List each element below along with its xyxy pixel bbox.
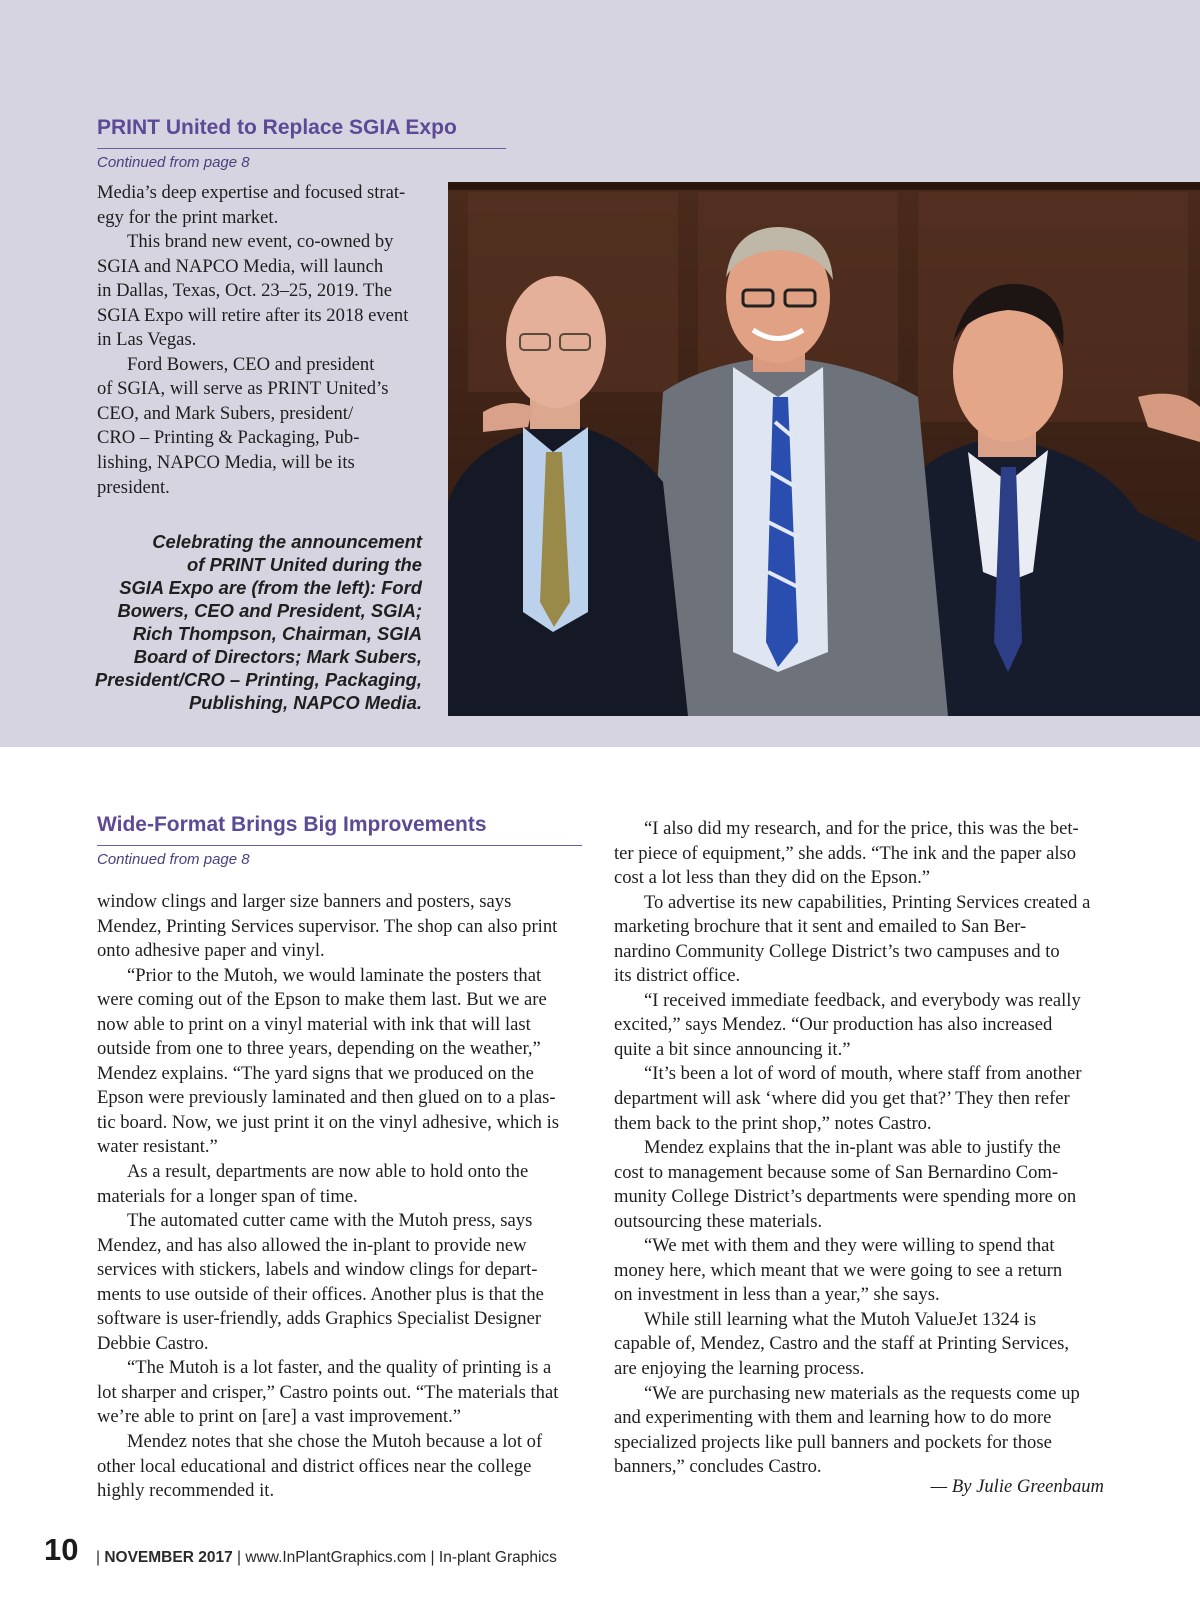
body-line: lot sharper and crisper,” Castro points out. “The materials that xyxy=(97,1381,559,1403)
caption-line: Rich Thompson, Chairman, SGIA xyxy=(132,623,422,644)
body-line: ter piece of equipment,” she adds. “The ink and the paper also xyxy=(614,842,1077,864)
body-line: The automated cutter came with the Mutoh press, says xyxy=(127,1210,533,1232)
caption-line: Bowers, CEO and President, SGIA; xyxy=(117,600,422,621)
body-line: “Prior to the Mutoh, we would laminate the posters that xyxy=(127,964,542,986)
body-line: lishing, NAPCO Media, will be its xyxy=(97,452,355,474)
body-line: were coming out of the Epson to make them last. But we are xyxy=(97,989,547,1011)
caption-line: Publishing, NAPCO Media. xyxy=(189,692,422,713)
website-link[interactable]: www.InPlantGraphics.com xyxy=(245,1549,427,1566)
caption-line: SGIA Expo are (from the left): Ford xyxy=(119,577,422,598)
body-line: As a result, departments are now able to hold onto the xyxy=(127,1161,529,1183)
body-line: marketing brochure that it sent and emailed to San Ber- xyxy=(614,916,1027,938)
body-line: tic board. Now, we just print it on the vinyl adhesive, which is xyxy=(97,1111,560,1133)
body-line: president. xyxy=(97,476,170,498)
body-line: Mendez explains. “The yard signs that we produced on the xyxy=(97,1062,534,1084)
body-line: now able to print on a vinyl material with ink that will last xyxy=(97,1013,531,1035)
caption-line: Board of Directors; Mark Subers, xyxy=(133,646,422,667)
body-line: outside from one to three years, depending on the weather,” xyxy=(97,1038,541,1060)
body-line: Ford Bowers, CEO and president xyxy=(127,353,375,375)
body-line: banners,” concludes Castro. xyxy=(614,1456,822,1478)
body-line: “We are purchasing new materials as the requests come up xyxy=(644,1382,1080,1404)
body-line: To advertise its new capabilities, Printing Services created a xyxy=(644,891,1091,913)
article-1-body xyxy=(97,181,432,500)
body-line: nardino Community College District’s two campuses and to xyxy=(614,940,1060,962)
publication-name: In-plant Graphics xyxy=(438,1549,557,1566)
body-line: Media’s deep expertise and focused strat- xyxy=(97,182,406,203)
body-line: Mendez, and has also allowed the in-plant to provide new xyxy=(97,1234,527,1256)
body-line: capable of, Mendez, Castro and the staff at Printing Services, xyxy=(614,1333,1070,1355)
body-line: This brand new event, co-owned by xyxy=(127,231,394,253)
byline: — By Julie Greenbaum xyxy=(930,1476,1104,1497)
body-line: materials for a longer span of time. xyxy=(97,1185,358,1207)
article-2-left-column xyxy=(97,890,592,1504)
body-line: ments to use outside of their offices. Another plus is that the xyxy=(97,1283,544,1305)
footer-separator: | xyxy=(96,1549,105,1566)
body-line: egy for the print market. xyxy=(97,206,279,228)
caption-line: Celebrating the announcement xyxy=(152,531,422,552)
body-line: highly recommended it. xyxy=(97,1480,275,1502)
body-line: SGIA Expo will retire after its 2018 event xyxy=(97,304,409,326)
body-line: “I received immediate feedback, and everybody was really xyxy=(644,989,1081,1011)
footer-separator: | xyxy=(426,1549,439,1566)
body-line: munity College District’s departments were spending more on xyxy=(614,1186,1077,1208)
body-line: “It’s been a lot of word of mouth, where staff from another xyxy=(644,1063,1082,1085)
body-line: we’re able to print on [are] a vast improvement.” xyxy=(97,1406,461,1428)
body-line: money here, which meant that we were going to see a return xyxy=(614,1259,1063,1281)
article-2-continued-note: Continued from page 8 xyxy=(97,851,250,868)
body-line: its district office. xyxy=(614,965,741,987)
body-line: other local educational and district offices near the college xyxy=(97,1455,532,1477)
article-2-heading: Wide-Format Brings Big Improvements xyxy=(97,813,487,836)
photo-caption xyxy=(88,530,422,714)
caption-line: of PRINT United during the xyxy=(187,554,422,575)
group-photo xyxy=(448,182,1200,716)
body-line: specialized projects like pull banners and pockets for those xyxy=(614,1431,1052,1453)
body-line: services with stickers, labels and window clings for depart- xyxy=(97,1259,538,1281)
body-line: are enjoying the learning process. xyxy=(614,1358,865,1380)
body-line: window clings and larger size banners and posters, says xyxy=(97,891,512,912)
body-line: on investment in less than a year,” she says. xyxy=(614,1284,940,1306)
body-line: cost to management because some of San Bernardino Com- xyxy=(614,1161,1059,1183)
group-photo-illustration xyxy=(448,182,1200,716)
body-line: CRO – Printing & Packaging, Pub- xyxy=(97,427,360,449)
footer-separator: | xyxy=(232,1549,246,1566)
body-line: Debbie Castro. xyxy=(97,1332,209,1354)
caption-line: President/CRO – Printing, Packaging, xyxy=(94,669,422,690)
article-2-heading-rule xyxy=(97,845,582,846)
body-line: them back to the print shop,” notes Castro. xyxy=(614,1112,932,1134)
article-1-heading: PRINT United to Replace SGIA Expo xyxy=(97,116,457,139)
body-line: Mendez, Printing Services supervisor. The shop can also print xyxy=(97,915,558,937)
body-line: cost a lot less than they did on the Epson.” xyxy=(614,867,931,889)
body-line: onto adhesive paper and vinyl. xyxy=(97,940,325,962)
body-line: water resistant.” xyxy=(97,1136,218,1158)
body-line: CEO, and Mark Subers, president/ xyxy=(97,402,354,424)
body-line: and experimenting with them and learning how to do more xyxy=(614,1407,1052,1429)
body-line: software is user-friendly, adds Graphics Specialist Designer xyxy=(97,1308,542,1330)
body-line: “I also did my research, and for the price, this was the bet- xyxy=(644,818,1079,839)
article-1-continued-note: Continued from page 8 xyxy=(97,154,250,171)
article-1-heading-rule xyxy=(97,148,506,149)
body-line: quite a bit since announcing it.” xyxy=(614,1038,851,1060)
body-line: SGIA and NAPCO Media, will launch xyxy=(97,255,384,277)
body-line: Mendez notes that she chose the Mutoh because a lot of xyxy=(127,1431,543,1453)
body-line: Mendez explains that the in-plant was able to justify the xyxy=(644,1137,1061,1159)
article-2-right-column xyxy=(614,817,1109,1480)
body-line: outsourcing these materials. xyxy=(614,1210,823,1232)
page-number: 10 xyxy=(44,1532,79,1567)
body-line: Epson were previously laminated and then glued on to a plas- xyxy=(97,1087,556,1109)
footer-info xyxy=(96,1549,557,1567)
body-line: of SGIA, will serve as PRINT United’s xyxy=(97,378,389,400)
body-line: department will ask ‘where did you get that?’ They then refer xyxy=(614,1088,1070,1110)
body-line: in Las Vegas. xyxy=(97,329,197,351)
body-line: in Dallas, Texas, Oct. 23–25, 2019. The xyxy=(97,280,392,302)
body-line: “We met with them and they were willing to spend that xyxy=(644,1235,1055,1257)
issue-date: NOVEMBER 2017 xyxy=(104,1549,233,1566)
body-line: excited,” says Mendez. “Our production has also increased xyxy=(614,1014,1053,1036)
body-line: “The Mutoh is a lot faster, and the quality of printing is a xyxy=(127,1357,552,1379)
body-line: While still learning what the Mutoh ValueJet 1324 is xyxy=(644,1308,1037,1330)
